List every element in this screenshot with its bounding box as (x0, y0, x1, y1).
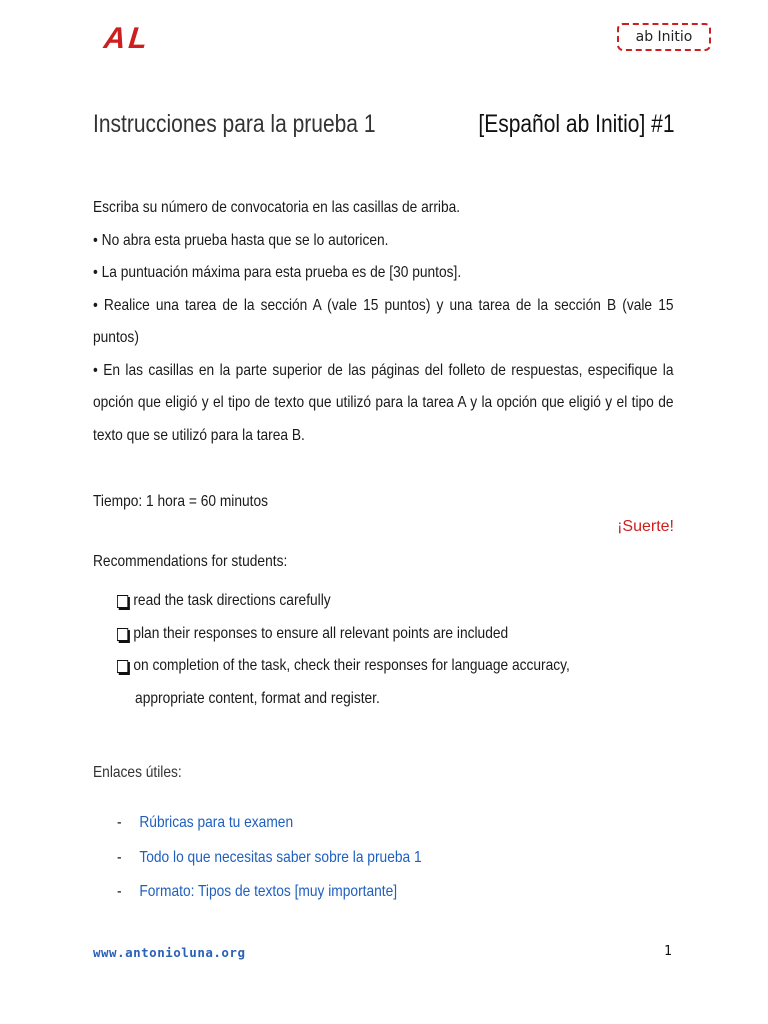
instruction-line: • En las casillas en la parte superior de las páginas del folleto de respuestas, especifique la opción que eligió y el tipo de texto que utilizó para la tarea A y la opción que eligió y el tipo de texto que se utilizó para la tarea B. (93, 361, 674, 444)
links-title: Enlaces útiles: (93, 764, 182, 781)
list-item (117, 618, 676, 651)
title-right: [Español ab Initio] #1 (477, 109, 674, 138)
list-item-text: appropriate content, format and register. (135, 689, 380, 707)
title-left: Instrucciones para la prueba 1 (93, 109, 376, 138)
level-badge: ab Initio (617, 23, 711, 51)
instruction-line: • La puntuación máxima para esta prueba es de [30 puntos]. (93, 264, 462, 281)
list-item (117, 875, 422, 910)
list-item-text: plan their responses to ensure all relevant points are included (133, 624, 509, 642)
instruction-line: • Realice una tarea de la sección A (vale 15 puntos) y una tarea de la sección B (vale 15 puntos) (93, 296, 674, 346)
dash-bullet: - (117, 814, 122, 832)
time-line (93, 486, 674, 519)
links-list (117, 806, 471, 910)
list-item (117, 841, 422, 876)
time-text: Tiempo: 1 hora = 60 minutos (93, 493, 269, 510)
list-item-continuation (117, 683, 694, 716)
logo: AL (102, 22, 152, 55)
recommendations-title: Recommendations for students: (93, 553, 288, 570)
page-number: 1 (664, 944, 672, 959)
list-item-text: on completion of the task, check their responses for language accuracy, (133, 657, 570, 674)
recommendations-list (117, 585, 677, 715)
list-item-text: read the task directions carefully (133, 592, 331, 609)
list-item (117, 585, 676, 618)
dash-bullet: - (117, 848, 122, 866)
checkbox-icon (117, 595, 128, 608)
link-rubricas[interactable]: Rúbricas para tu examen (139, 814, 294, 832)
list-item (117, 650, 676, 683)
checkbox-icon (117, 628, 128, 641)
footer-url[interactable]: www.antonioluna.org (93, 945, 246, 960)
checkbox-icon (117, 660, 128, 673)
instruction-line: • No abra esta prueba hasta que se lo autoricen. (93, 231, 389, 249)
instruction-line: Escriba su número de convocatoria en las casillas de arriba. (93, 199, 461, 216)
dash-bullet: - (117, 883, 122, 901)
page-title (93, 104, 674, 144)
link-prueba-1[interactable]: Todo lo que necesitas saber sobre la prueba 1 (139, 848, 422, 866)
suerte-text: ¡Suerte! (617, 518, 674, 535)
link-formato[interactable]: Formato: Tipos de textos [muy importante] (139, 883, 398, 901)
instructions-block (93, 192, 674, 452)
list-item (117, 806, 422, 841)
